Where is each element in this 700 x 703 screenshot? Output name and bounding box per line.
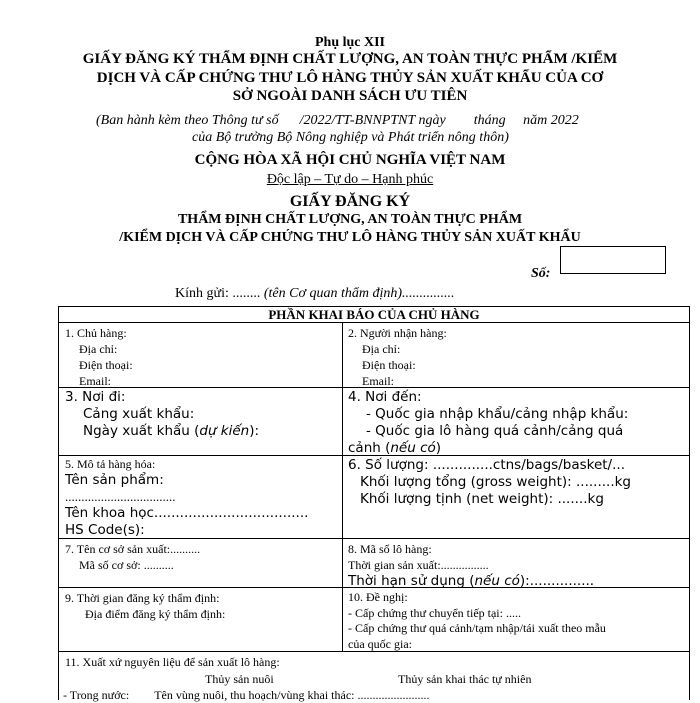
production-time-label: Thời gian sản xuất:................	[348, 558, 489, 572]
cell-request	[348, 590, 606, 652]
producer-code-label: Mã số cơ sở: ..........	[79, 558, 174, 572]
cell-goods	[65, 457, 308, 539]
domestic-line	[63, 688, 430, 703]
issued-line-2: của Bộ trưởng Bộ Nông nghiệp và Phát triển nông thôn)	[192, 130, 509, 145]
domestic-text: Tên vùng nuôi, thu hoạch/vùng khai thác: ........................	[154, 688, 430, 702]
lot-code-label: 8. Mã số lô hàng:	[348, 542, 432, 556]
transit-country-label: - Quốc gia lô hàng quá cảnh/cảng quá	[366, 423, 624, 439]
transit-note-tail: )	[435, 440, 442, 456]
net-weight-label: Khối lượng tịnh (net weight): .......kg	[360, 491, 604, 507]
request-forward-label: - Cấp chứng thư chuyển tiếp tại: .....	[348, 605, 521, 620]
expiry-tail: ):...............	[519, 573, 595, 589]
request-country-label: của quốc gia:	[348, 636, 412, 651]
appendix-label: Phụ lục XII	[314, 35, 386, 50]
cell-shipper	[65, 325, 133, 389]
cell-lot	[348, 541, 594, 590]
export-port-label: Cảng xuất khẩu:	[83, 406, 195, 422]
goods-label: 5. Mô tả hàng hóa:	[65, 457, 156, 471]
request-label: 10. Đề nghị:	[348, 590, 408, 604]
scientific-name-label: Tên khoa học....................................	[65, 505, 309, 521]
import-country-label: - Quốc gia nhập khẩu/cảng nhập khẩu:	[366, 406, 629, 422]
cell-origin	[65, 389, 259, 440]
transit-note-label: cảnh (	[348, 440, 391, 456]
form-subtitle-2: /KIỂM DỊCH VÀ CẤP CHỨNG THƯ LÔ HÀNG THỦY SẢN XUẤT KHẨU	[119, 230, 581, 245]
request-transit-label: - Cấp chứng thư quá cảnh/tạm nhập/tái xuất theo mẫu	[348, 621, 606, 635]
expiry-note: nếu có	[474, 573, 520, 589]
cell-quantity	[348, 457, 631, 508]
number-label: Số:	[531, 266, 551, 281]
shipper-email-label: Email:	[79, 374, 111, 388]
form-title: GIẤY ĐĂNG KÝ	[289, 193, 411, 210]
export-date-tail: ):	[249, 423, 260, 439]
transit-note-line	[348, 440, 628, 457]
cell-producer	[65, 541, 200, 573]
wild-catch-label: Thủy sản khai thác tự nhiên	[398, 672, 532, 686]
recipient-placeholder: (tên Cơ quan thẩm định)...............	[263, 286, 455, 301]
export-date-line	[65, 423, 259, 440]
recipient-label: Kính gửi: ........	[175, 286, 261, 301]
hs-code-label: HS Code(s):	[65, 522, 145, 538]
cell-destination	[348, 389, 628, 457]
cell-inspection	[65, 590, 225, 622]
shipper-address-label: Địa chỉ:	[79, 342, 118, 356]
gross-weight-label: Khối lượng tổng (gross weight): .........kg	[360, 474, 632, 490]
inspection-time-label: 9. Thời gian đăng ký thẩm định:	[65, 591, 220, 605]
destination-label: 4. Nơi đến:	[348, 389, 422, 405]
aquaculture-label: Thủy sản nuôi	[205, 672, 274, 686]
expiry-line	[348, 573, 594, 590]
consignee-email-label: Email:	[362, 374, 394, 388]
export-date-note: dự kiến	[199, 423, 250, 439]
form-subtitle-1: THẨM ĐỊNH CHẤT LƯỢNG, AN TOÀN THỰC PHẨM	[177, 212, 523, 227]
inspection-place-label: Địa điểm đăng ký thẩm định:	[85, 607, 226, 621]
table-divider-vertical	[342, 322, 343, 651]
table-border-right	[689, 306, 690, 700]
title-line-3: SỞ NGOÀI DANH SÁCH ƯU TIÊN	[232, 88, 468, 104]
domestic-label: - Trong nước:	[63, 688, 130, 702]
material-origin-label: 11. Xuất xứ nguyên liệu để sản xuất lô hàng:	[65, 655, 280, 669]
producer-label: 7. Tên cơ sở sản xuất:..........	[65, 542, 201, 556]
title-line-2: DỊCH VÀ CẤP CHỨNG THƯ LÔ HÀNG THỦY SẢN XUẤT KHẨU CỦA CƠ	[96, 70, 604, 86]
transit-note: nếu có	[390, 440, 436, 456]
issued-line-1: (Ban hành kèm theo Thông tư số /2022/TT-BNNPTNT ngày tháng năm 2022	[96, 113, 579, 128]
shipper-phone-label: Điện thoại:	[79, 358, 133, 372]
quantity-label: 6. Số lượng: ..............ctns/bags/basket/...	[348, 457, 625, 473]
cell-consignee	[348, 325, 447, 389]
consignee-label: 2. Người nhận hàng:	[348, 326, 447, 340]
consignee-phone-label: Điện thoại:	[362, 358, 416, 372]
motto: Độc lập – Tự do – Hạnh phúc	[266, 172, 434, 187]
product-name-label: Tên sản phẩm:	[65, 472, 164, 488]
product-name-dots: ..................................	[65, 489, 176, 504]
origin-label: 3. Nơi đi:	[65, 389, 126, 405]
number-input[interactable]	[560, 246, 666, 274]
consignee-address-label: Địa chỉ:	[362, 342, 401, 356]
nation-name: CỘNG HÒA XÃ HỘI CHỦ NGHĨA VIỆT NAM	[194, 152, 506, 168]
shipper-label: 1. Chủ hàng:	[65, 326, 127, 340]
export-date-label: Ngày xuất khẩu (	[83, 423, 200, 439]
table-border-left	[58, 306, 59, 700]
expiry-label: Thời hạn sử dụng (	[348, 573, 475, 589]
section-title: PHẦN KHAI BÁO CỦA CHỦ HÀNG	[268, 307, 480, 322]
title-line-1: GIẤY ĐĂNG KÝ THẨM ĐỊNH CHẤT LƯỢNG, AN TOÀN THỰC PHẨM /KIỂM	[82, 51, 618, 67]
recipient-line	[175, 286, 455, 302]
